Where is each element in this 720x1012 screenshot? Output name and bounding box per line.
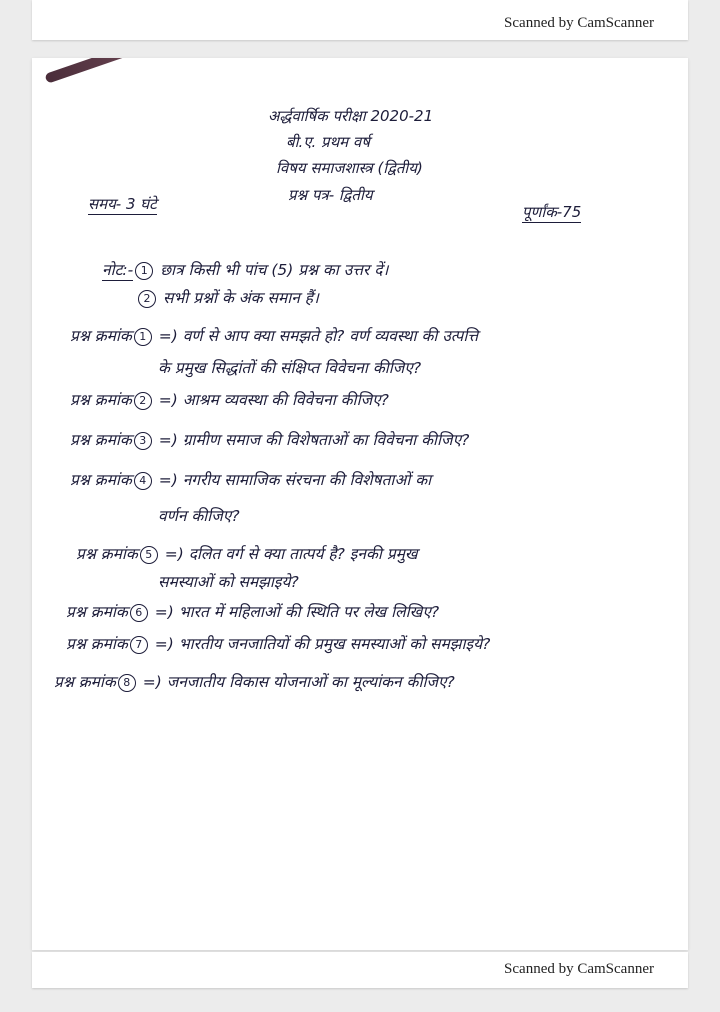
question-text: भारतीय जनजातियों की प्रमुख समस्याओं को समझाइये? [178,635,491,653]
question-number: 7 [130,636,148,654]
question-number: 8 [118,674,136,692]
pen-stroke-mark [44,58,213,84]
question-5-continued: समस्याओं को समझाइये? [158,573,299,591]
question-label: प्रश्न क्रमांक [70,327,132,345]
question-6: प्रश्न क्रमांक 6 =) भारत में महिलाओं की स्थिति पर लेख लिखिए? [66,603,440,621]
question-text: ग्रामीण समाज की विशेषताओं का विवेचना कीजिए? [182,431,470,449]
note-prefix: नोट:- [102,261,134,279]
question-text: आश्रम व्यवस्था की विवेचना कीजिए? [182,391,389,409]
question-number: 3 [134,432,152,450]
question-label: प्रश्न क्रमांक [70,471,132,489]
max-marks-text: पूर्णांक-75 [522,203,582,221]
exam-title: अर्द्धवार्षिक परीक्षा 2020-21 [268,107,434,125]
note-item-2 [136,286,319,308]
paper-number: प्रश्न पत्र- द्वितीय [288,186,373,204]
question-number: 1 [134,328,152,346]
class-name: बी.ए. प्रथम वर्ष [286,133,370,151]
max-marks [522,202,581,222]
exam-time-text: समय- 3 घंटे [88,195,157,213]
note-text-2: सभी प्रश्नों के अंक समान हैं। [162,289,319,307]
question-number: 6 [130,604,148,622]
question-text: वर्ण से आप क्या समझते हो? वर्ण व्यवस्था की उत्पत्ति [182,327,479,345]
question-4: प्रश्न क्रमांक 4 =) नगरीय सामाजिक संरचना की विशेषताओं का [70,471,432,489]
question-3: प्रश्न क्रमांक 3 =) ग्रामीण समाज की विशेषताओं का विवेचना कीजिए? [70,431,470,449]
question-1-continued: के प्रमुख सिद्धांतों की संक्षिप्त विवेचना कीजिए? [158,359,422,377]
question-4-continued: वर्णन कीजिए? [158,507,240,525]
question-number: 2 [134,392,152,410]
scanner-watermark-top: Scanned by CamScanner [504,15,654,31]
question-text: दलित वर्ग से क्या तात्पर्य है? इनकी प्रमुख [188,545,418,563]
note-item-1 [102,258,388,280]
scanner-top-bar [32,0,688,40]
note-number-1: 1 [135,262,153,280]
subject-name: विषय समाजशास्त्र (द्वितीय) [276,159,423,177]
question-7: प्रश्न क्रमांक 7 =) भारतीय जनजातियों की प्रमुख समस्याओं को समझाइये? [66,635,491,653]
question-2: प्रश्न क्रमांक 2 =) आश्रम व्यवस्था की विवेचना कीजिए? [70,391,389,409]
question-label: प्रश्न क्रमांक [70,431,132,449]
question-5: प्रश्न क्रमांक 5 =) दलित वर्ग से क्या तात्पर्य है? इनकी प्रमुख [76,545,418,563]
question-label: प्रश्न क्रमांक [76,545,138,563]
question-label: प्रश्न क्रमांक [66,603,128,621]
question-text: नगरीय सामाजिक संरचना की विशेषताओं का [182,471,432,489]
question-label: प्रश्न क्रमांक [54,673,116,691]
question-8: प्रश्न क्रमांक 8 =) जनजातीय विकास योजनाओं का मूल्यांकन कीजिए? [54,673,455,691]
note-text-1: छात्र किसी भी पांच (5) प्रश्न का उत्तर दें। [160,261,389,279]
question-1: प्रश्न क्रमांक 1 =) वर्ण से आप क्या समझते हो? वर्ण व्यवस्था की उत्पत्ति [70,327,479,345]
question-number: 4 [134,472,152,490]
question-label: प्रश्न क्रमांक [70,391,132,409]
question-text: भारत में महिलाओं की स्थिति पर लेख लिखिए? [178,603,440,621]
question-number: 5 [140,546,158,564]
scanner-watermark-bottom: Scanned by CamScanner [504,961,654,977]
note-number-2: 2 [138,290,156,308]
exam-paper-sheet [32,58,688,950]
exam-time [88,194,157,214]
scanner-bottom-bar [32,952,688,988]
question-label: प्रश्न क्रमांक [66,635,128,653]
question-text: जनजातीय विकास योजनाओं का मूल्यांकन कीजिए? [166,673,455,691]
